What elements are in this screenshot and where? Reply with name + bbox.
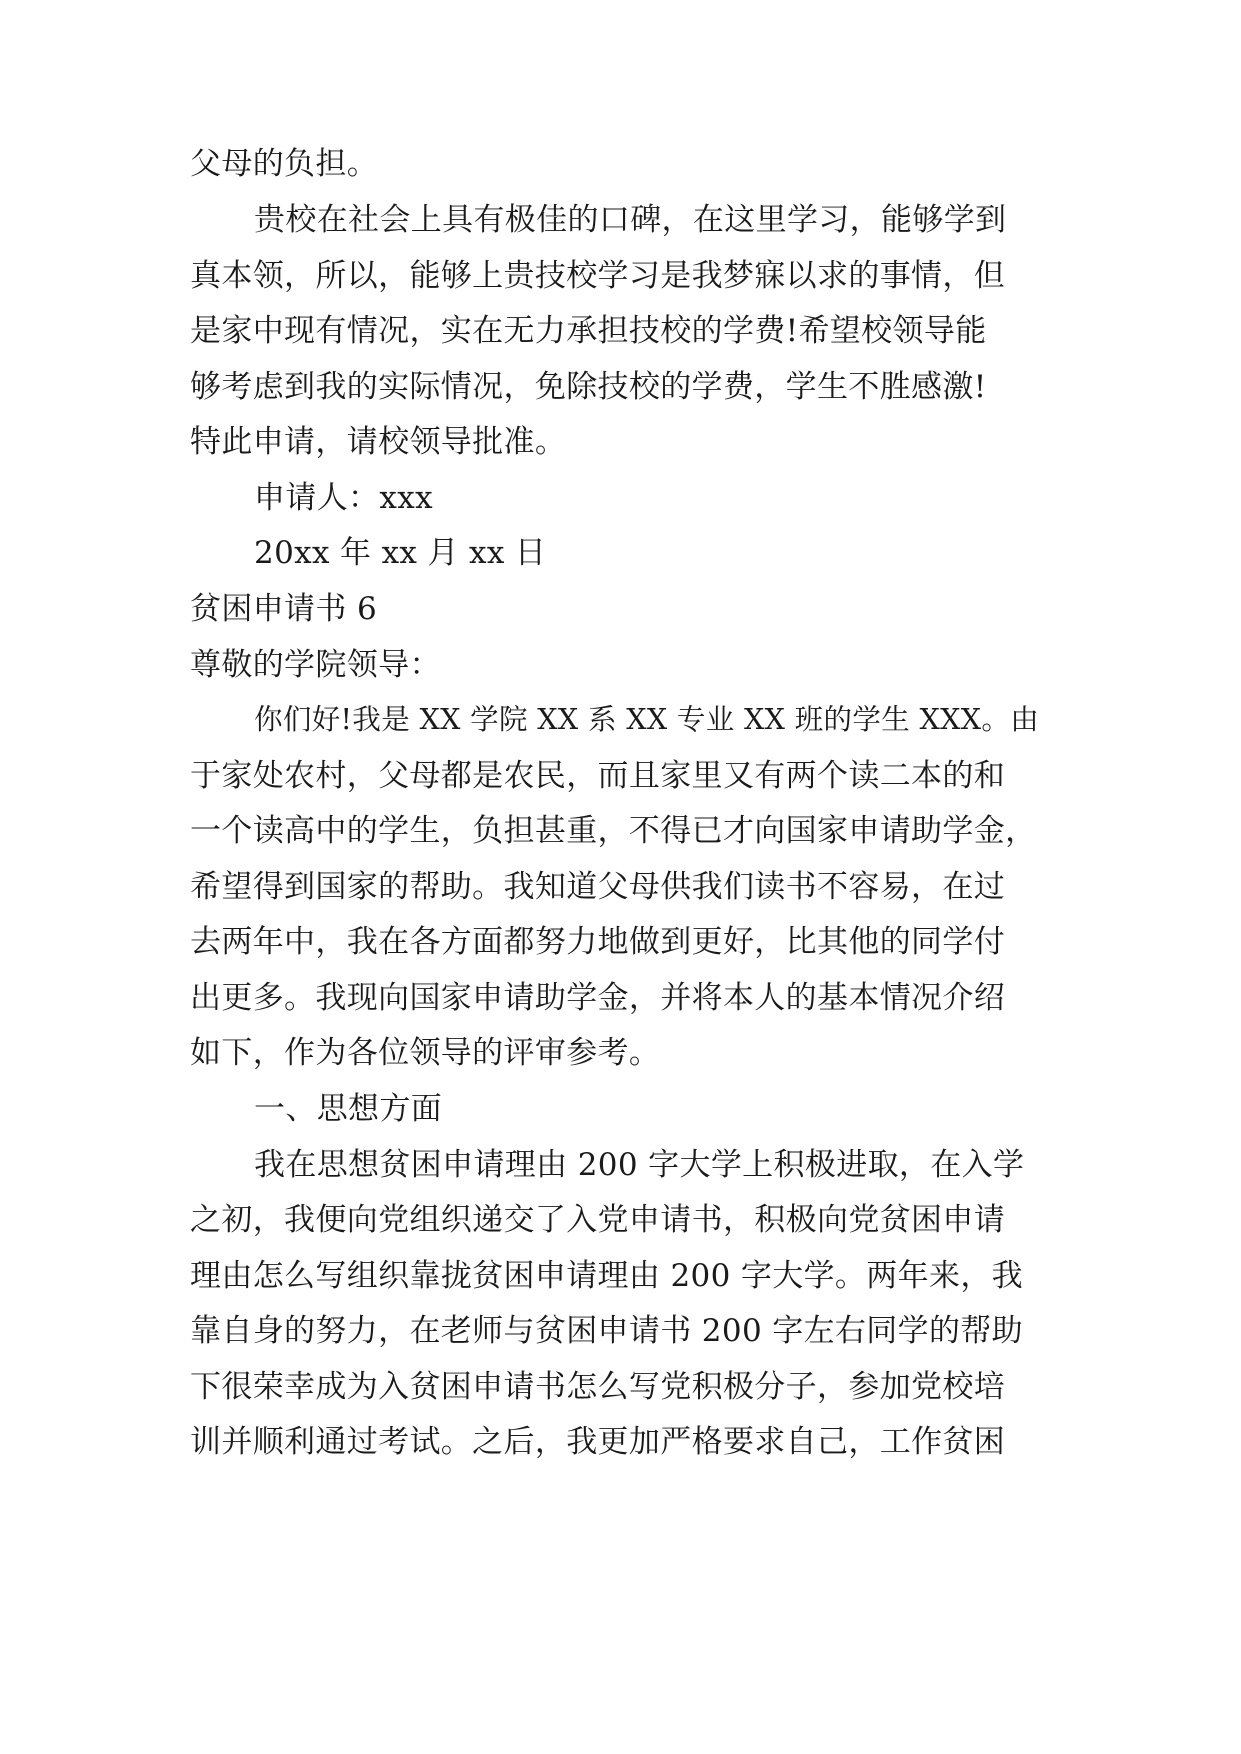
text-line: 出更多。我现向国家申请助学金，并将本人的基本情况介绍 [190, 980, 1006, 1016]
salutation-line: 尊敬的学院领导： [190, 647, 441, 683]
text-line: 靠自身的努力，在老师与贫困申请书 200 字左右同学的帮助 [190, 1313, 1024, 1349]
text-line: 训并顺利通过考试。之后，我更加严格要求自己，工作贫困 [190, 1424, 1006, 1460]
text-line: 特此申请，请校领导批准。 [190, 424, 567, 460]
paragraph-start-line: 我在思想贫困申请理由 200 字大学上积极进取，在入学 [254, 1147, 1025, 1183]
paragraph-start-line: 你们好!我是 XX 学院 XX 系 XX 专业 XX 班的学生 XXX。由 [254, 703, 1040, 736]
date-line: 20xx 年 xx 月 xx 日 [254, 535, 547, 571]
text-line: 是家中现有情况，实在无力承担技校的学费!希望校领导能 [190, 313, 987, 349]
text-line: 于家处农村，父母都是农民，而且家里又有两个读二本的和 [190, 758, 1006, 794]
subsection-heading: 一、思想方面 [254, 1091, 443, 1127]
text-line: 父母的负担。 [190, 146, 379, 182]
text-line: 下很荣幸成为入贫困申请书怎么写党积极分子，参加党校培 [190, 1369, 1006, 1405]
text-line: 理由怎么写组织靠拢贫困申请理由 200 字大学。两年来，我 [190, 1258, 1024, 1294]
text-line: 希望得到国家的帮助。我知道父母供我们读书不容易，在过 [190, 869, 1006, 905]
text-line: 去两年中，我在各方面都努力地做到更好，比其他的同学付 [190, 924, 1006, 960]
text-line: 一个读高中的学生，负担甚重，不得已才向国家申请助学金， [190, 813, 1037, 849]
paragraph-start-line: 贵校在社会上具有极佳的口碑，在这里学习，能够学到 [254, 202, 1007, 238]
text-line: 够考虑到我的实际情况，免除技校的学费，学生不胜感激! [190, 369, 987, 405]
text-line: 真本领，所以，能够上贵技校学习是我梦寐以求的事情，但 [190, 258, 1006, 294]
text-line: 之初，我便向党组织递交了入党申请书，积极向党贫困申请 [190, 1202, 1006, 1238]
text-line: 如下，作为各位领导的评审参考。 [190, 1035, 661, 1071]
applicant-signature-line: 申请人：xxx [254, 480, 433, 516]
section-heading: 贫困申请书 6 [190, 591, 378, 627]
